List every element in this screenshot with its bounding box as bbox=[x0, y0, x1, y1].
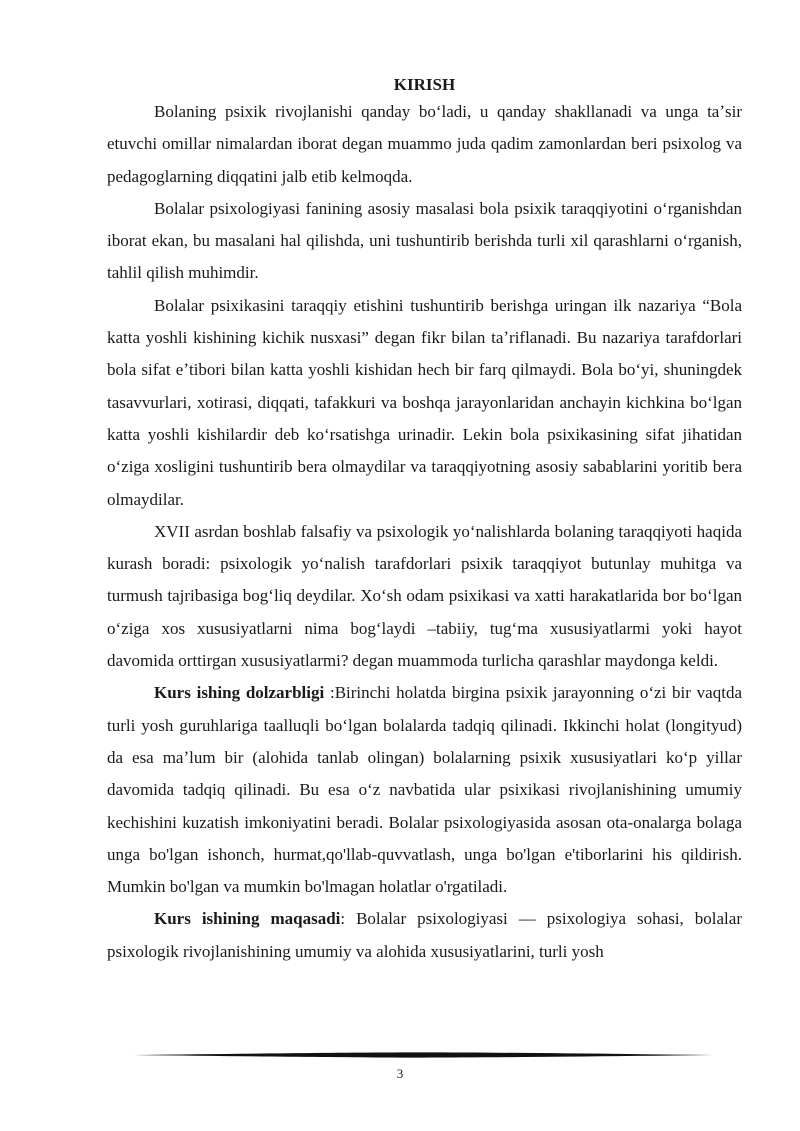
paragraph-relevance bbox=[107, 677, 742, 903]
paragraph-purpose bbox=[107, 903, 742, 968]
paragraph-4-text: XVII asrdan boshlab falsafiy va psixologik yoʻnalishlarda bolaning taraqqiyoti haqida kurash boradi: psixologik yoʻnalish tarafdorlari psixik taraqqiyot butunlay muhitga va turmush tajribasiga bogʻliq deydilar. Xoʻsh odam psixikasi va xatti harakatlarida bor boʻlgan oʻziga xos xususiyatlarni nima bogʻlaydi –tabiiy, tugʻma xususiyatlarmi yoki hayot davomida orttirgan xususiyatlarmi? degan muammoda turlicha qarashlar maydonga keldi. bbox=[107, 521, 742, 671]
paragraph-4 bbox=[107, 516, 742, 677]
relevance-text: :Birinchi holatda birgina psixik jarayonning oʻzi bir vaqtda turli yosh guruhlariga taalluqli boʻlgan bolalarda tadqiq qilinadi. Ikkinchi holat (longityud) da esa maʼlum bir (alohida tanlab olingan) bolalarning psixik xususiyatlari koʻp yillar davomida tadqiq qilinadi. Bu esa oʻz navbatida ular psixikasi rivojlanishining umumiy kechishini kuzatish imkoniyatini beradi. Bolalar psixologiyasida asosan ota-onalarga bolaga unga bo'lgan ishonch, hurmat,qo'llab-quvvatlash, unga bo'lgan e'tiborlarini his qildirish. Mumkin bo'lgan va mumkin bo'lmagan holatlar o'rgatiladi. bbox=[107, 683, 742, 897]
paragraph-2-text: Bolalar psixologiyasi fanining asosiy masalasi bola psixik taraqqiyotini oʻrganishdan iborat ekan, bu masalani hal qilishda, uni tushuntirib berishda turli xil qarashlarni oʻrganish, tahlil qilish muhimdir. bbox=[107, 198, 742, 283]
footer-rule bbox=[133, 1050, 713, 1060]
relevance-heading: Kurs ishing dolzarbligi bbox=[154, 683, 325, 703]
page-number: 3 bbox=[396, 1066, 404, 1081]
paragraph-2 bbox=[107, 193, 742, 290]
paragraph-3 bbox=[107, 290, 742, 516]
paragraph-3-text: Bolalar psixikasini taraqqiy etishini tushuntirib berishga uringan ilk nazariya “Bola katta yoshli kishining kichik nusxasi” degan fikr bilan taʼriflanadi. Bu nazariya tarafdorlari bola sifat eʼtibori bilan katta yoshli kishidan hech bir farq qilmaydi. Bola boʻyi, shuningdek tasavvurlari, xotirasi, diqqati, tafakkuri va boshqa jarayonlaridan anchayin kichkina boʻlgan katta yoshli kishilardir deb koʻrsatishga urinadir. Lekin bola psixikasining sifat jihatidan oʻziga xosligini tushuntirib bera olmaydilar va taraqqiyotning asosiy sabablarini yoritib bera olmaydilar. bbox=[107, 295, 742, 509]
purpose-heading: Kurs ishining maqasadi bbox=[154, 909, 341, 929]
document-title: KIRISH bbox=[393, 75, 456, 94]
purpose-text: : Bolalar psixologiyasi — psixologiya sohasi, bolalar psixologik rivojlanishining umumiy va alohida xususiyatlarini, turli yosh bbox=[107, 909, 742, 961]
paragraph-1-text: Bolaning psixik rivojlanishi qanday boʻladi, u qanday shakllanadi va unga taʼsir etuvchi omillar nimalardan iborat degan muammo juda qadim zamonlardan beri psixolog va pedagoglarning diqqatini jalb etib kelmoqda. bbox=[107, 102, 742, 186]
document-page bbox=[107, 74, 742, 968]
paragraph-1 bbox=[107, 96, 742, 193]
